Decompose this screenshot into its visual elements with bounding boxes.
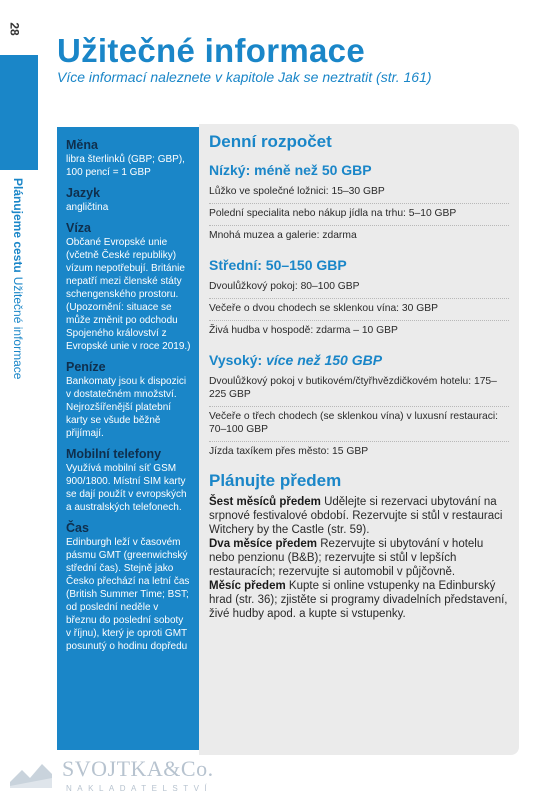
plan-item-lead: Dva měsíce předem [209, 538, 318, 550]
plan-item [209, 537, 509, 579]
publisher-footer [0, 756, 556, 800]
budget-tier-heading [209, 352, 509, 368]
tier-label: Vysoký: [209, 352, 263, 368]
page-subtitle: Více informací naleznete v kapitole Jak se neztratit (str. 161) [57, 69, 432, 85]
publisher-brand: SVOJTKA&Co. [62, 756, 214, 781]
page-number [4, 10, 34, 50]
budget-line: Dvoulůžkový pokoj: 80–100 GBP [209, 277, 509, 299]
budget-heading: Denní rozpočet [209, 132, 332, 151]
budget-line: Dvoulůžkový pokoj v butikovém/čtyřhvězdičkovém hotelu: 175–225 GBP [209, 372, 509, 407]
side-tab [0, 0, 38, 800]
publisher-subtitle: NAKLADATELSTVÍ [66, 784, 213, 793]
budget-line: Večeře o dvou chodech se sklenkou vína: 30 GBP [209, 299, 509, 321]
info-text: Bankomaty jsou k dispozici v dostatečném množství. Nejrozšířenější platební karty se všude běžně přijímají. [66, 376, 187, 439]
plan-item-text: Kupte si online vstupenky na Edinburský hrad (str. 36); zjistěte si programy divadelních představení, živé hudby apod. a kupte si vstupenky. [209, 580, 508, 620]
plan-ahead-section [209, 471, 509, 621]
budget-line: Mnohá muzea a galerie: zdarma [209, 230, 357, 241]
budget-line: Polední specialita nebo nákup jídla na trhu: 5–10 GBP [209, 204, 509, 226]
info-heading: Víza [66, 221, 92, 235]
info-heading: Jazyk [66, 186, 101, 200]
info-heading: Měna [66, 138, 98, 152]
tier-label: Střední: [209, 257, 262, 273]
plan-item-lead: Šest měsíců předem [209, 496, 321, 508]
tier-range: méně než 50 GBP [254, 162, 372, 178]
budget-tier-heading [209, 162, 509, 178]
budget-tier-heading [209, 257, 509, 273]
info-heading: Peníze [66, 360, 106, 374]
info-heading: Čas [66, 521, 89, 535]
info-heading: Mobilní telefony [66, 447, 162, 461]
chapter-side-label [10, 178, 30, 438]
page-title: Užitečné informace [57, 32, 365, 69]
info-text: libra šterlinků (GBP; GBP), 100 pencí = 1 GBP [66, 154, 185, 178]
info-text: Občané Evropské unie (včetně České republiky) vízum nepotřebují. Británie nepatří mezi členské státy schengenského prostoru. (Upozornění: situace se může změnit po odchodu Spojeného království z Evropské unie v roce 2019.) [66, 237, 191, 352]
plan-item-text: Udělejte si rezervaci ubytování na srpnové festivalové období. Rezervujte si stůl v restauraci Witchery by the Castle (str. 59). [209, 496, 503, 536]
plan-item [209, 495, 509, 537]
info-sidebar [57, 127, 199, 750]
tier-label: Nízký: [209, 162, 251, 178]
page-number-text: 28 [7, 22, 22, 36]
tier-range: 50–150 GBP [265, 257, 347, 273]
plan-heading: Plánujte předem [209, 471, 342, 490]
chapter-color-strip [0, 55, 38, 170]
plan-item-text: Rezervujte si ubytování v hotelu nebo penzionu (B&B); rezervujte si stůl v lepších restauracích; rezervujte si automobil v půjčovně. [209, 538, 484, 578]
budget-line: Živá hudba v hospodě: zdarma – 10 GBP [209, 325, 398, 336]
plan-item [209, 579, 509, 621]
section-label: Užitečné informace [11, 276, 25, 380]
budget-line: Jízda taxíkem přes město: 15 GBP [209, 446, 369, 457]
chapter-label: Plánujeme cestu [11, 178, 25, 273]
publisher-logo-icon [8, 758, 54, 790]
budget-panel [199, 124, 519, 755]
budget-line: Lůžko ve společné ložnici: 15–30 GBP [209, 182, 509, 204]
plan-item-lead: Měsíc předem [209, 580, 286, 592]
info-text: angličtina [66, 202, 109, 213]
info-text: Edinburgh leží v časovém pásmu GMT (greenwichský střední čas). Stejně jako Česko přechází na letní čas (British Summer Time; BST; od poslední neděle v březnu do poslední soboty v říjnu), který je oproti GMT posunutý o hodinu dopředu [66, 537, 190, 652]
tier-range: více než 150 GBP [266, 352, 383, 368]
budget-line: Večeře o třech chodech (se sklenkou vína) v luxusní restauraci: 70–100 GBP [209, 407, 509, 442]
info-text: Využívá mobilní síť GSM 900/1800. Místní SIM karty se dají použít v evropských a australských telefonech. [66, 463, 187, 513]
